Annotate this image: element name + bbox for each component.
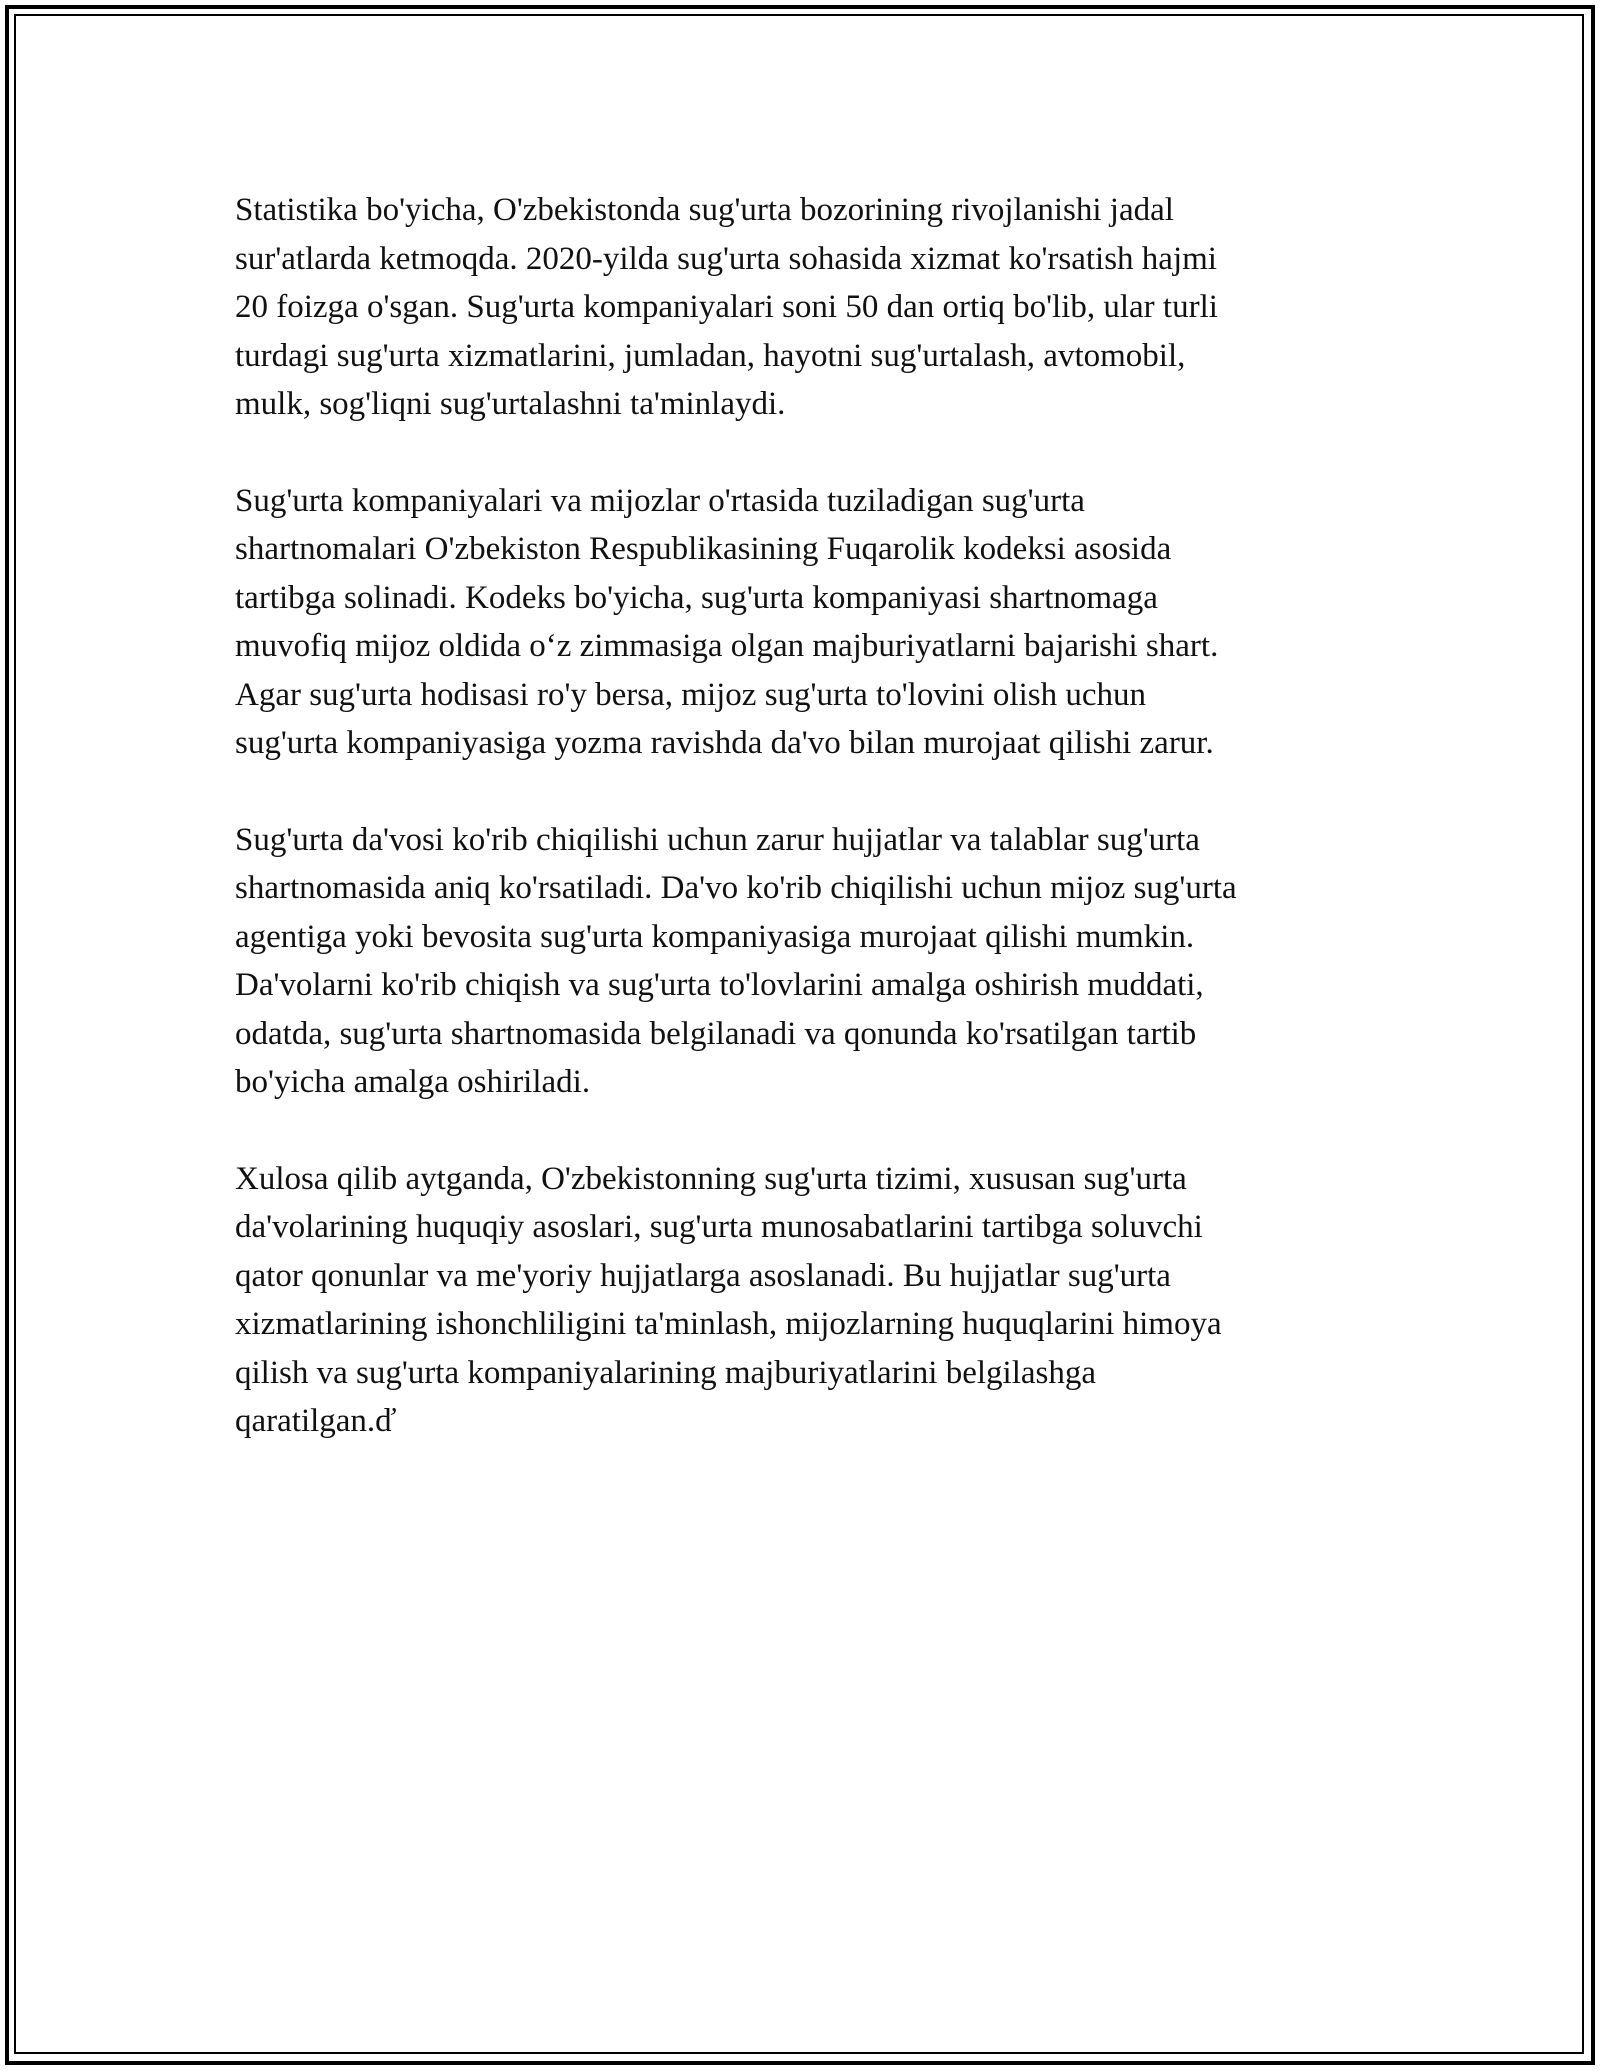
text-line: Xulosa qilib aytganda, O'zbekistonning sug'urta tizimi, xususan sug'urta bbox=[235, 1160, 1187, 1197]
paragraph-2 bbox=[235, 477, 1365, 768]
paragraph-3 bbox=[235, 816, 1365, 1107]
paragraph-1 bbox=[235, 186, 1365, 429]
text-line: shartnomalari O'zbekiston Respublikasining Fuqarolik kodeksi asosida bbox=[235, 531, 1172, 567]
text-line: tartibga solinadi. Kodeks bo'yicha, sug'urta kompaniyasi shartnomaga bbox=[235, 579, 1158, 616]
text-line: qaratilgan.ď bbox=[235, 1403, 397, 1439]
text-line: qilish va sug'urta kompaniyalarining majburiyatlarini belgilashga bbox=[235, 1354, 1096, 1391]
text-line: Da'volarni ko'rib chiqish va sug'urta to'lovlarini amalga oshirish muddati, bbox=[235, 967, 1204, 1003]
text-line: Sug'urta da'vosi ko'rib chiqilishi uchun zarur hujjatlar va talablar sug'urta bbox=[235, 821, 1200, 858]
text-line: Statistika bo'yicha, O'zbekistonda sug'urta bozorining rivojlanishi jadal bbox=[235, 192, 1174, 228]
text-line: odatda, sug'urta shartnomasida belgilanadi va qonunda ko'rsatilgan tartib bbox=[235, 1015, 1197, 1052]
text-line: turdagi sug'urta xizmatlarini, jumladan, hayotni sug'urtalash, avtomobil, bbox=[235, 337, 1186, 374]
text-line: agentiga yoki bevosita sug'urta kompaniyasiga murojaat qilishi mumkin. bbox=[235, 918, 1195, 955]
text-line: sur'atlarda ketmoqda. 2020-yilda sug'urta sohasida xizmat ko'rsatish hajmi bbox=[235, 240, 1217, 277]
document-body bbox=[235, 186, 1365, 1494]
text-line: 20 foizga o'sgan. Sug'urta kompaniyalari soni 50 dan ortiq bo'lib, ular turli bbox=[235, 289, 1218, 325]
text-line: da'volarining huquqiy asoslari, sug'urta munosabatlarini tartibga soluvchi bbox=[235, 1209, 1203, 1245]
text-line: sug'urta kompaniyasiga yozma ravishda da'vo bilan murojaat qilishi zarur. bbox=[235, 725, 1214, 761]
text-line: shartnomasida aniq ko'rsatiladi. Da'vo ko'rib chiqilishi uchun mijoz sug'urta bbox=[235, 870, 1237, 906]
text-line: bo'yicha amalga oshiriladi. bbox=[235, 1064, 591, 1100]
text-line: Sug'urta kompaniyalari va mijozlar o'rtasida tuziladigan sug'urta bbox=[235, 482, 1085, 519]
text-line: muvofiq mijoz oldida o‘z zimmasiga olgan majburiyatlarni bajarishi shart. bbox=[235, 628, 1219, 664]
text-line: Agar sug'urta hodisasi ro'y bersa, mijoz sug'urta to'lovini olish uchun bbox=[235, 676, 1146, 713]
text-line: qator qonunlar va me'yoriy hujjatlarga asoslanadi. Bu hujjatlar sug'urta bbox=[235, 1257, 1171, 1294]
paragraph-4 bbox=[235, 1155, 1365, 1446]
text-line: xizmatlarining ishonchliligini ta'minlash, mijozlarning huquqlarini himoya bbox=[235, 1306, 1222, 1342]
text-line: mulk, sog'liqni sug'urtalashni ta'minlaydi. bbox=[235, 386, 786, 422]
